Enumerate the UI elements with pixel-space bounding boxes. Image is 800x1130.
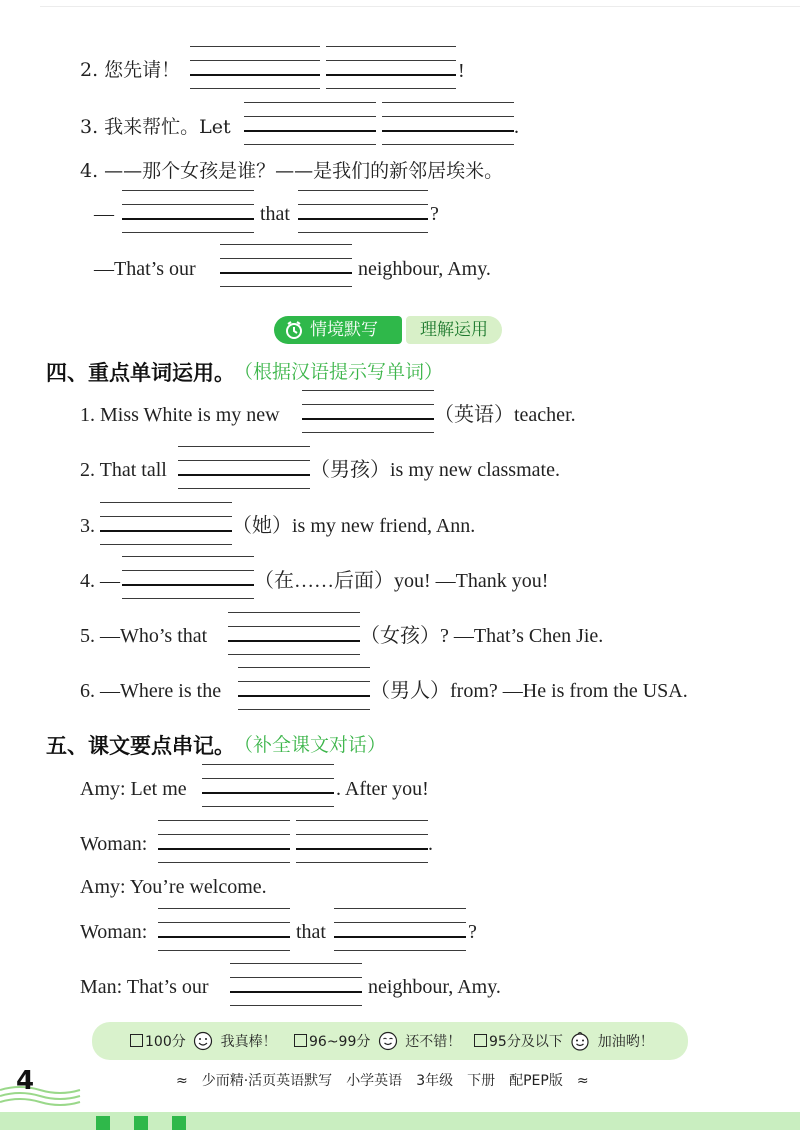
- banner-left: [274, 316, 402, 344]
- s3-q3-blank-1[interactable]: [244, 102, 376, 146]
- s3-q4b-end: neighbour, Amy.: [358, 258, 491, 280]
- s3-q4a-mid: that: [260, 203, 290, 225]
- s4-q1-pre: 1. Miss White is my new: [80, 404, 280, 426]
- s3-q4b-blank[interactable]: [220, 244, 352, 288]
- cheer-face-icon: [570, 1031, 590, 1051]
- score-option-100[interactable]: [130, 1031, 277, 1051]
- banner-tag: 理解运用: [406, 316, 502, 344]
- smile-face-icon: [378, 1031, 398, 1051]
- s4-q6-pre: 6. —Where is the: [80, 680, 222, 702]
- s4-q2-pre: 2. That tall: [80, 459, 167, 481]
- s4-q3-post: （她）is my new friend, Ann.: [232, 515, 476, 537]
- score-c-msg: 加油哟！: [597, 1034, 654, 1050]
- s5-l1-pre: Amy: Let me: [80, 778, 187, 800]
- clock-icon: [284, 320, 304, 340]
- s5-l4-post: ?: [468, 921, 477, 943]
- s5-l5-pre: Man: That’s our: [80, 976, 209, 998]
- page-footer: [0, 1062, 800, 1130]
- s4-q4-blank[interactable]: [122, 556, 254, 600]
- s4-q2-post: （男孩）is my new classmate.: [310, 459, 560, 481]
- footer-series: 少而精·活页英语默写: [201, 1073, 333, 1089]
- banner-label: 情境默写: [310, 320, 378, 340]
- s3-q2-blank-1[interactable]: [190, 46, 320, 90]
- happy-face-icon: [193, 1031, 213, 1051]
- s4-q5-post: （女孩）? —That’s Chen Jie.: [360, 625, 604, 647]
- footer-volume: 下册: [467, 1073, 496, 1089]
- s5-l2-post: .: [428, 833, 433, 855]
- s3-q2-end: !: [458, 60, 465, 82]
- footer-subject: 小学英语: [346, 1073, 403, 1089]
- s4-q5-blank[interactable]: [228, 612, 360, 656]
- s3-q4-text: 4. ——那个女孩是谁？——是我们的新邻居埃米。: [80, 160, 504, 182]
- s5-l3: Amy: You’re welcome.: [80, 876, 267, 898]
- footer-text: [176, 1070, 603, 1090]
- s3-q3-blank-2[interactable]: [382, 102, 514, 146]
- score-option-96[interactable]: [294, 1031, 461, 1051]
- s5-l4-pre: Woman:: [80, 921, 148, 943]
- self-score-bar: [92, 1022, 688, 1060]
- footer-wave-left: ≈: [176, 1073, 188, 1089]
- s4-hint: （根据汉语提示写单词）: [234, 361, 444, 383]
- score-c-label: 95分及以下: [489, 1034, 563, 1050]
- score-a-msg: 我真棒！: [220, 1034, 277, 1050]
- s4-q2-blank[interactable]: [178, 446, 310, 490]
- s5-l2-pre: Woman:: [80, 833, 148, 855]
- s4-q5-pre: 5. —Who’s that: [80, 625, 208, 647]
- s4-q3-pre: 3.: [80, 515, 95, 537]
- score-b-label: 96~99分: [309, 1034, 371, 1050]
- s5-l2-blank-1[interactable]: [158, 820, 290, 864]
- s5-l4-mid: that: [296, 921, 326, 943]
- section-banner: [274, 316, 502, 344]
- score-b-msg: 还不错！: [405, 1034, 462, 1050]
- s4-title: 四、重点单词运用。: [46, 361, 235, 385]
- s5-l5-post: neighbour, Amy.: [368, 976, 501, 998]
- s4-q1-post: （英语）teacher.: [434, 404, 576, 426]
- s5-l2-blank-2[interactable]: [296, 820, 428, 864]
- s3-q3-end: .: [514, 116, 519, 138]
- s4-q1-blank[interactable]: [302, 390, 434, 434]
- s5-title: 五、课文要点串记。: [46, 734, 235, 758]
- s3-q4a-blank-1[interactable]: [122, 190, 254, 234]
- s3-q3-text: 3. 我来帮忙。Let: [80, 116, 231, 138]
- checkbox[interactable]: [130, 1034, 143, 1047]
- top-divider: [40, 6, 800, 7]
- score-a-label: 100分: [145, 1034, 186, 1050]
- s4-q4-pre: 4. —: [80, 570, 120, 592]
- s4-q3-blank[interactable]: [100, 502, 232, 546]
- s5-l5-blank[interactable]: [230, 963, 362, 1007]
- footer-wave-right: ≈: [576, 1073, 589, 1089]
- s3-q4a-end: ?: [430, 203, 439, 225]
- s5-l1-blank[interactable]: [202, 764, 334, 808]
- s4-q6-blank[interactable]: [238, 667, 370, 711]
- s5-l4-blank-1[interactable]: [158, 908, 290, 952]
- s4-q4-post: （在……后面）you! —Thank you!: [254, 570, 549, 592]
- checkbox[interactable]: [294, 1034, 307, 1047]
- s3-q2-text: 2. 您先请！: [80, 59, 181, 81]
- s3-q4a-blank-2[interactable]: [298, 190, 428, 234]
- s3-q4b-start: —That’s our: [94, 258, 196, 280]
- footer-edition: 配PEP版: [509, 1073, 563, 1089]
- page-number: 4: [16, 1066, 35, 1096]
- s3-q2-blank-2[interactable]: [326, 46, 456, 90]
- checkbox[interactable]: [474, 1034, 487, 1047]
- s3-q4a-dash: —: [94, 203, 114, 225]
- s4-q6-post: （男人）from? —He is from the USA.: [370, 680, 688, 702]
- score-option-95[interactable]: [474, 1031, 654, 1051]
- footer-grade: 3年级: [416, 1073, 454, 1089]
- s5-l1-post: . After you!: [336, 778, 429, 800]
- s5-hint: （补全课文对话）: [234, 734, 387, 756]
- s5-l4-blank-2[interactable]: [334, 908, 466, 952]
